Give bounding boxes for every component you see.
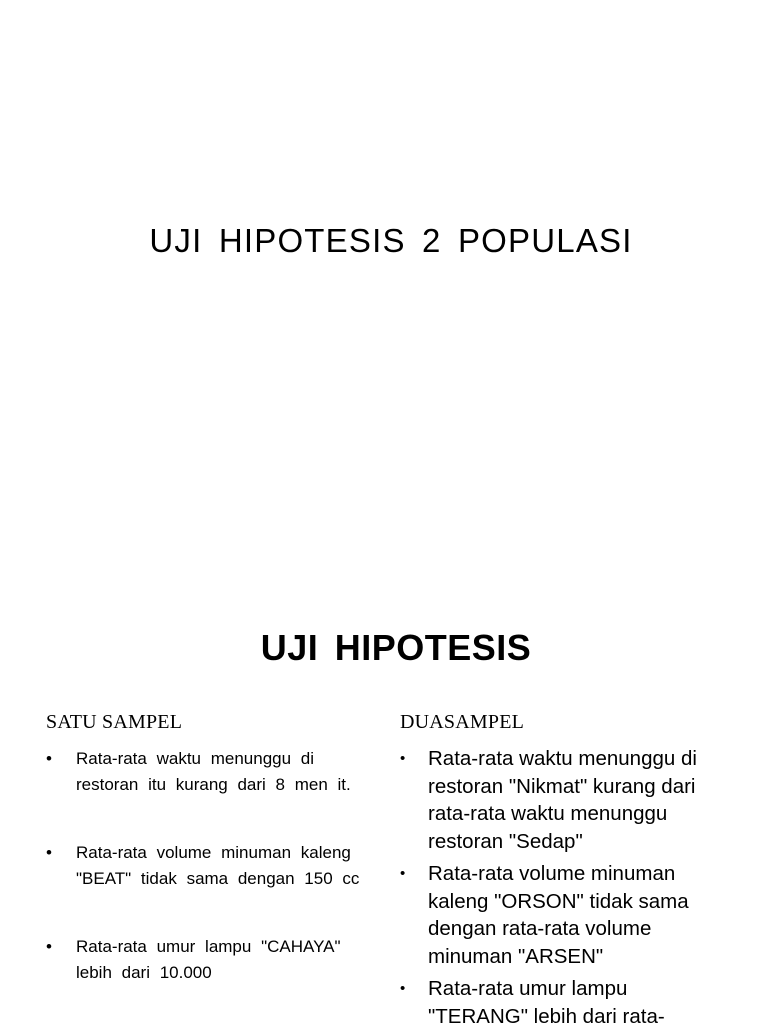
- list-item-text: Rata-rata umur lampu "TERANG" lebih dari rata-: [428, 977, 665, 1028]
- list-item: [46, 840, 366, 892]
- bullet-icon: •: [46, 749, 52, 768]
- list-item: [398, 860, 728, 970]
- one-sample-list: [46, 746, 366, 1028]
- bullet-icon: •: [400, 980, 406, 997]
- list-item-text: Rata-rata waktu menunggu di restoran "Nikmat" kurang dari rata-rata waktu menunggu restoran "Sedap": [428, 747, 697, 853]
- two-sample-heading: DUASAMPEL: [400, 711, 525, 733]
- bullet-icon: •: [400, 865, 406, 882]
- list-item: [398, 975, 728, 1030]
- bullet-icon: •: [46, 937, 52, 956]
- one-sample-heading: SATU SAMPEL: [46, 711, 183, 733]
- list-item: [398, 745, 728, 855]
- list-item-text: Rata-rata volume minuman kaleng "ORSON" tidak sama dengan rata-rata volume minuman "ARSEN": [428, 862, 689, 968]
- bullet-icon: •: [400, 750, 406, 767]
- bullet-icon: •: [46, 843, 52, 862]
- slide-title: UJI HIPOTESIS 2 POPULASI: [149, 222, 633, 259]
- section-title: UJI HIPOTESIS: [260, 627, 532, 668]
- list-item-text: Rata-rata volume minuman kaleng "BEAT" tidak sama dengan 150 cc: [76, 843, 360, 888]
- list-item: [46, 934, 366, 986]
- list-item-text: Rata-rata umur lampu "CAHAYA" lebih dari 10.000: [76, 937, 341, 982]
- two-sample-list: [398, 745, 728, 1035]
- list-item: [46, 746, 366, 798]
- list-item-text: Rata-rata waktu menunggu di restoran itu kurang dari 8 men it.: [76, 749, 351, 794]
